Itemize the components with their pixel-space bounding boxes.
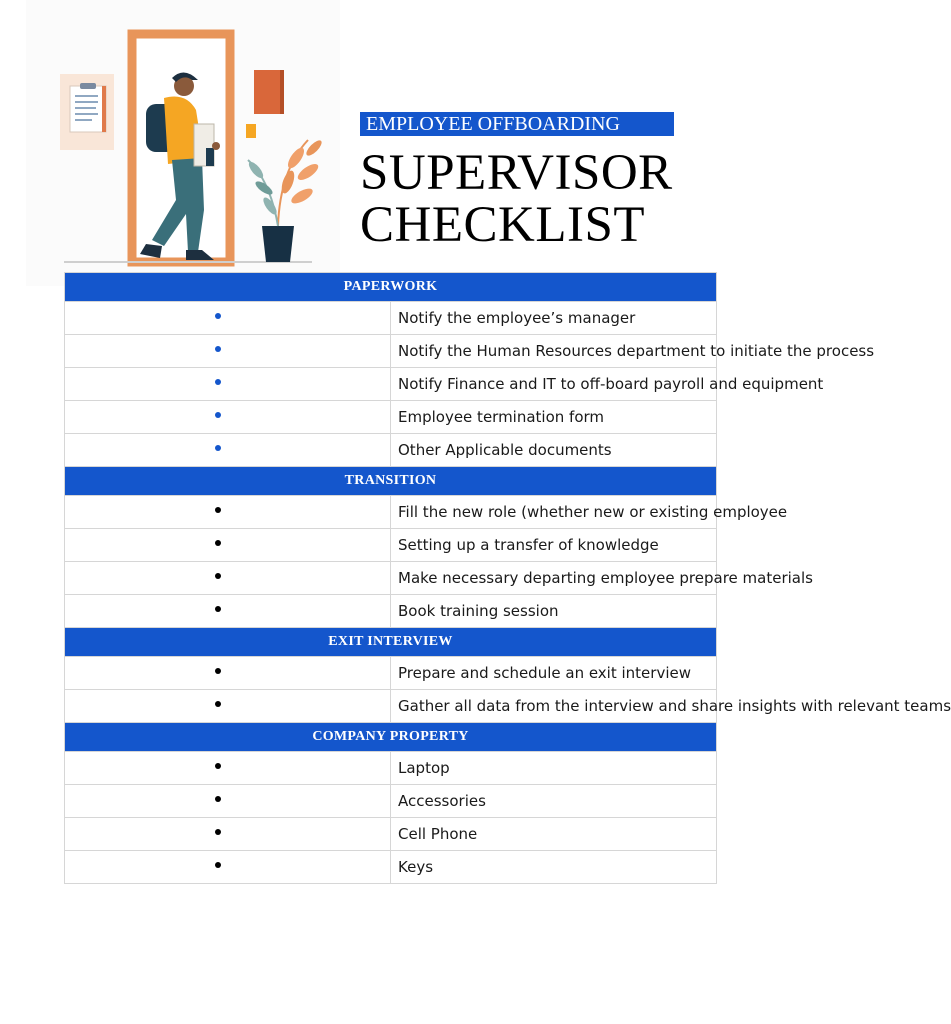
title-line-1: SUPERVISOR (360, 145, 673, 201)
illustration-svg (26, 0, 340, 286)
document-subtitle: EMPLOYEE OFFBOARDING (360, 112, 674, 136)
checklist-item (65, 851, 717, 884)
checklist-item (65, 434, 717, 467)
checklist-item-text: Notify the Human Resources department to initiate the process (391, 335, 717, 368)
checklist-item-text: Accessories (391, 785, 717, 818)
bullet-icon (215, 507, 221, 513)
bullet-icon (215, 829, 221, 835)
checklist-item (65, 690, 717, 723)
bullet-icon (215, 346, 221, 352)
section-title: TRANSITION (65, 467, 717, 496)
bullet-icon (215, 540, 221, 546)
section-header (65, 467, 717, 496)
bullet-cell (65, 302, 391, 335)
checklist-item-text: Other Applicable documents (391, 434, 717, 467)
checklist-item-text: Gather all data from the interview and share insights with relevant teams (391, 690, 717, 723)
bullet-icon (215, 379, 221, 385)
section-header (65, 723, 717, 752)
bullet-cell (65, 851, 391, 884)
bullet-icon (215, 862, 221, 868)
checklist-item-text: Notify Finance and IT to off-board payroll and equipment (391, 368, 717, 401)
checklist-item-text: Book training session (391, 595, 717, 628)
offboarding-illustration (26, 0, 340, 286)
bullet-cell (65, 529, 391, 562)
bullet-cell (65, 657, 391, 690)
wall-shelf-icon (246, 70, 284, 138)
checklist-item-text: Cell Phone (391, 818, 717, 851)
bullet-cell (65, 562, 391, 595)
checklist-item (65, 657, 717, 690)
page-title (360, 147, 673, 251)
bullet-icon (215, 796, 221, 802)
section-title: EXIT INTERVIEW (65, 628, 717, 657)
bullet-icon (215, 313, 221, 319)
section-title: PAPERWORK (65, 273, 717, 302)
bullet-icon (215, 573, 221, 579)
bullet-cell (65, 785, 391, 818)
section-header (65, 628, 717, 657)
checklist-item (65, 302, 717, 335)
bullet-cell (65, 496, 391, 529)
checklist-item (65, 818, 717, 851)
checklist-item (65, 496, 717, 529)
checklist-item-text: Keys (391, 851, 717, 884)
checklist-item (65, 785, 717, 818)
checklist-item-text: Prepare and schedule an exit interview (391, 657, 717, 690)
bullet-icon (215, 668, 221, 674)
bullet-icon (215, 445, 221, 451)
checklist-item (65, 529, 717, 562)
section-title: COMPANY PROPERTY (65, 723, 717, 752)
checklist-item (65, 595, 717, 628)
checklist-item-text: Employee termination form (391, 401, 717, 434)
section-header (65, 273, 717, 302)
bullet-cell (65, 368, 391, 401)
checklist-item (65, 562, 717, 595)
clipboard-icon (60, 74, 114, 150)
bullet-icon (215, 606, 221, 612)
checklist-item-text: Notify the employee’s manager (391, 302, 717, 335)
bullet-cell (65, 752, 391, 785)
checklist-item (65, 368, 717, 401)
checklist-item (65, 401, 717, 434)
checklist-item-text: Make necessary departing employee prepare materials (391, 562, 717, 595)
bullet-cell (65, 818, 391, 851)
bullet-cell (65, 335, 391, 368)
checklist-item (65, 335, 717, 368)
bullet-cell (65, 595, 391, 628)
checklist-body (65, 273, 951, 884)
potted-plant-icon (247, 138, 324, 262)
checklist-item-text: Laptop (391, 752, 717, 785)
bullet-cell (65, 690, 391, 723)
bullet-cell (65, 401, 391, 434)
checklist-item-text: Setting up a transfer of knowledge (391, 529, 717, 562)
checklist-item (65, 752, 717, 785)
bullet-icon (215, 701, 221, 707)
checklist-item-text: Fill the new role (whether new or existing employee (391, 496, 717, 529)
bullet-icon (215, 412, 221, 418)
bullet-cell (65, 434, 391, 467)
bullet-icon (215, 763, 221, 769)
checklist-table (64, 272, 951, 884)
title-line-2: CHECKLIST (360, 197, 645, 253)
